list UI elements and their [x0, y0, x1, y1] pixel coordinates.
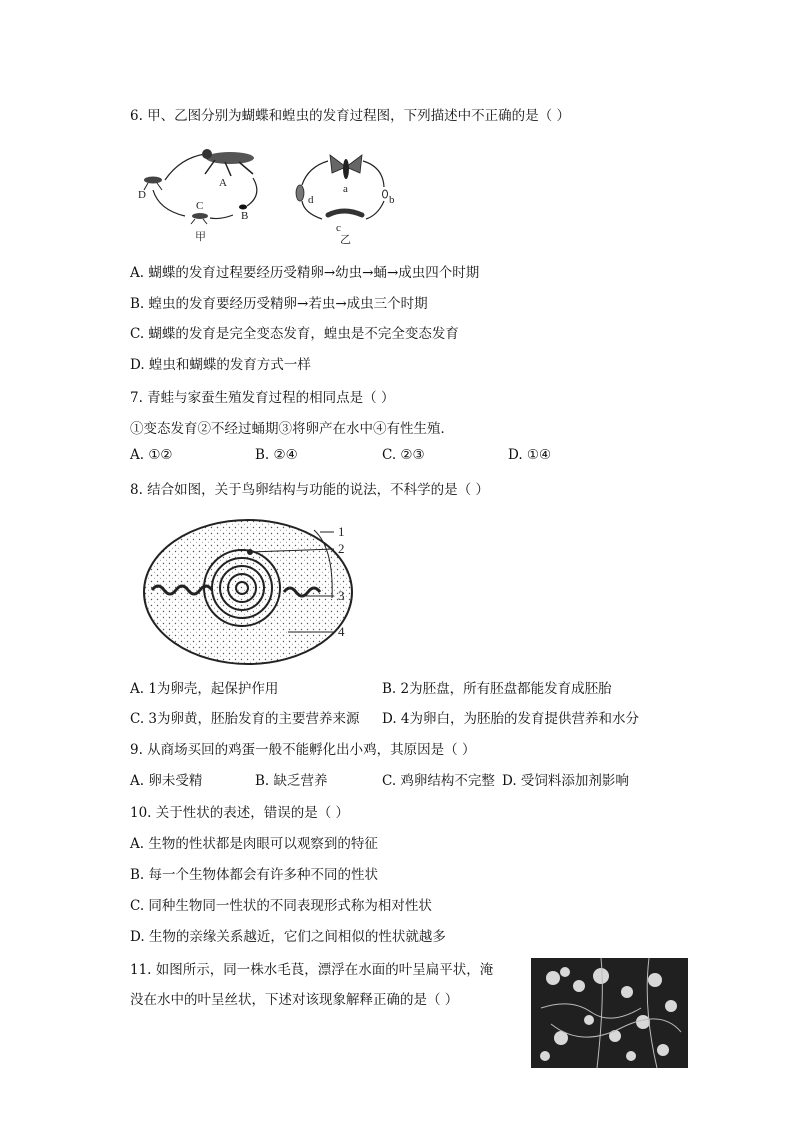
q6-stem: 6. 甲、乙图分别为蝴蝶和蝗虫的发育过程图，下列描述中不正确的是（ ） — [130, 108, 570, 124]
q6-option-d: D. 蝗虫和蝴蝶的发育方式一样 — [130, 357, 311, 373]
fig-label-a: a — [343, 183, 348, 195]
egg-label-4: 4 — [338, 624, 345, 639]
q8-option-b: B. 2为胚盘，所有胚盘都能发育成胚胎 — [382, 681, 612, 697]
fig-label-b: b — [389, 194, 395, 206]
egg-label-1: 1 — [338, 524, 345, 539]
egg-label-3: 3 — [338, 588, 345, 603]
larva-icon — [328, 211, 362, 215]
fig-label-C: C — [196, 200, 204, 212]
fig-label-c: c — [336, 222, 341, 234]
q10-stem: 10. 关于性状的表述，错误的是（ ） — [130, 805, 350, 821]
fig-label-B: B — [241, 210, 249, 222]
q6-figure-jia — [135, 140, 275, 250]
q9-option-a: A. 卵未受精 — [130, 773, 203, 789]
fig-label-D: D — [138, 189, 146, 201]
q8-egg-figure — [138, 508, 358, 668]
q9-option-c: C. 鸡卵结构不完整 — [382, 773, 495, 789]
fig-label-d: d — [308, 194, 314, 206]
fig-label-yi: 乙 — [340, 234, 351, 246]
q11-stem-line1: 11. 如图所示，同一株水毛茛，漂浮在水面的叶呈扁平状，淹 — [130, 962, 494, 978]
q7-option-d: D. ①④ — [508, 447, 552, 463]
q9-stem: 9. 从商场买回的鸡蛋一般不能孵化出小鸡，其原因是（ ） — [130, 742, 476, 758]
q6-option-a: A. 蝴蝶的发育过程要经历受精卵→幼虫→蛹→成虫四个时期 — [130, 265, 480, 281]
q7-sub: ①变态发育②不经过蛹期③将卵产在水中④有性生殖． — [130, 421, 454, 437]
q8-option-d: D. 4为卵白，为胚胎的发育提供营养和水分 — [382, 711, 640, 727]
fig-label-jia: 甲 — [195, 231, 206, 243]
q9-option-b: B. 缺乏营养 — [255, 773, 328, 789]
q7-stem: 7. 青蛙与家蚕生殖发育过程的相同点是（ ） — [130, 390, 395, 406]
q6-option-b: B. 蝗虫的发育要经历受精卵→若虫→成虫三个时期 — [130, 296, 428, 312]
q9-option-d: D. 受饲料添加剂影响 — [502, 773, 629, 789]
fig-label-A: A — [219, 177, 227, 189]
egg-icon — [239, 205, 247, 210]
butterfly-egg-icon — [383, 190, 388, 198]
q7-option-b: B. ②④ — [255, 447, 298, 463]
q7-option-a: A. ①② — [130, 447, 173, 463]
q10-option-b: B. 每一个生物体都会有许多种不同的性状 — [130, 867, 379, 883]
grasshopper-adult-icon — [202, 149, 254, 176]
pupa-icon — [296, 185, 304, 201]
nymph-large-icon — [144, 177, 162, 191]
water-buttercup-photo — [531, 958, 688, 1068]
egg-label-2: 2 — [338, 541, 345, 556]
q7-option-c: C. ②③ — [382, 447, 425, 463]
q6-option-c: C. 蝴蝶的发育是完全变态发育，蝗虫是不完全变态发育 — [130, 326, 459, 342]
q10-option-c: C. 同种生物同一性状的不同表现形式称为相对性状 — [130, 898, 432, 914]
q6-figure-yi — [288, 143, 408, 247]
q10-option-d: D. 生物的亲缘关系越近，它们之间相似的性状就越多 — [130, 929, 446, 945]
q11-stem-line2: 没在水中的叶呈丝状，下述对该现象解释正确的是（ ） — [130, 992, 459, 1008]
q10-option-a: A. 生物的性状都是肉眼可以观察到的特征 — [130, 836, 378, 852]
q8-option-a: A. 1为卵壳，起保护作用 — [130, 681, 279, 697]
q8-stem: 8. 结合如图，关于鸟卵结构与功能的说法，不科学的是（ ） — [130, 482, 489, 498]
q8-option-c: C. 3为卵黄，胚胎发育的主要营养来源 — [130, 711, 360, 727]
nymph-small-icon — [191, 213, 208, 224]
butterfly-adult-icon — [330, 155, 362, 179]
